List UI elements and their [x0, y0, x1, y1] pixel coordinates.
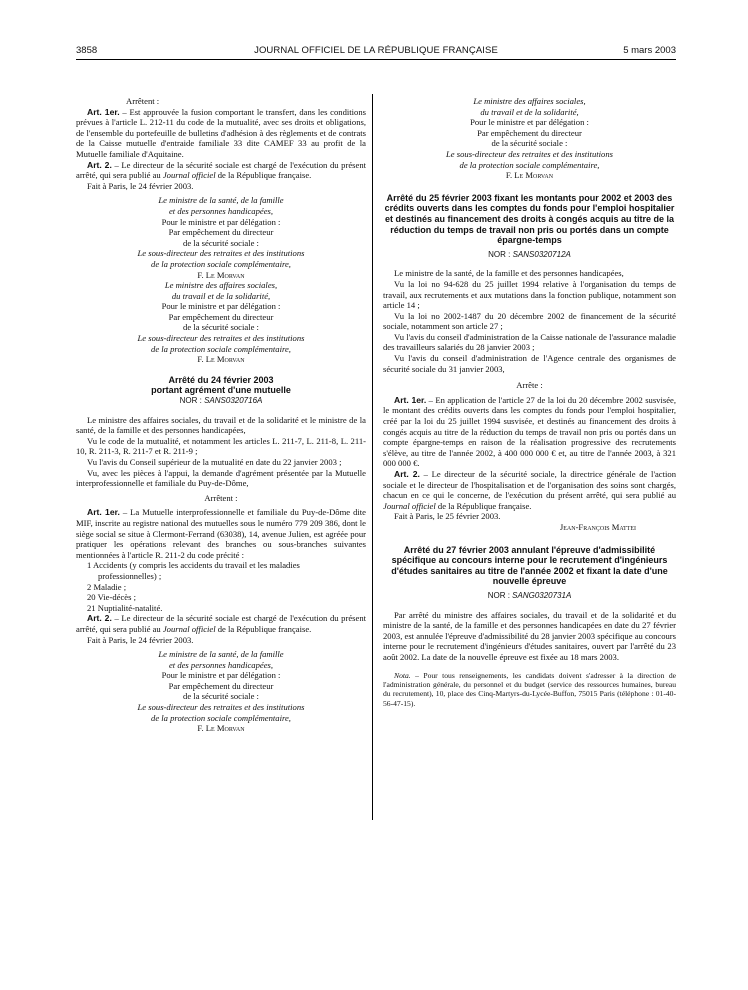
nota-label: Nota.	[394, 670, 411, 680]
article-2	[76, 160, 366, 181]
decree-title: portant agrément d'une mutuelle	[151, 385, 291, 396]
signatory-title: du travail et de la solidarité,	[480, 106, 579, 117]
signatory-title: et des personnes handicapées,	[168, 659, 274, 670]
signatory-title: Le ministre de la santé, de la famille	[158, 649, 284, 660]
delegation-line: de la sécurité sociale :	[183, 691, 259, 702]
fait-a-paris: Fait à Paris, le 24 février 2003.	[87, 180, 194, 191]
fait-a-paris: Fait à Paris, le 25 février 2003.	[394, 511, 501, 522]
article-1	[383, 395, 676, 469]
delegation-line: Par empêchement du directeur	[477, 127, 582, 138]
branch-item: professionnelles) ;	[98, 570, 162, 581]
journal-officiel-ref: Journal officiel	[383, 500, 436, 511]
signatory-name: F. Le Morvan	[197, 269, 245, 280]
signatory-title: Le sous-directeur des retraites et des institutions	[446, 148, 613, 159]
issue-date: 5 mars 2003	[623, 45, 676, 56]
nor-label: NOR :	[179, 396, 205, 406]
article-label: Art. 2.	[394, 469, 420, 479]
branch-item: 20 Vie-décès ;	[87, 592, 136, 603]
visa-paragraph: Vu le code de la mutualité, et notamment les articles L. 211-7, L. 211-8, L. 211-10, R. 211-3, R. 211-7 et R. 211-9 ;	[76, 435, 366, 457]
signature-block	[76, 195, 366, 280]
visa-paragraph: Vu, avec les pièces à l'appui, la demande d'agrément présentée par la Mutuelle interprofessionnelle et familiale du Puy-de-Dôme,	[76, 467, 366, 489]
decree-title: Arrêté du 27 février 2003 annulant l'épreuve d'admissibilité spécifique au concours interne pour le recrutement d'ingénieurs d'études sanitaires au titre de l'année 2002 et fixant la date d'une nouvelle épreuve	[391, 544, 668, 587]
delegation-line: de la sécurité sociale :	[183, 237, 259, 248]
article-text: de la République française.	[215, 170, 312, 181]
arretent-heading: Arrêtent :	[126, 96, 160, 106]
delegation-line: Pour le ministre et par délégation :	[161, 216, 281, 227]
article-text: – Est approuvée la fusion comportant le transfert, dans les conditions prévues à l'article L. 212-11 du code de la mutualité, avec ses droits et obligations, de l'ensemble du portefeuille de bulletins d'adhésion à des règlements et de contrats de la Caisse mutuelle d'entraide familiale 33 dite CAMEF 33 au profit de la Mutuelle familiale d'Aquitaine.	[76, 106, 366, 159]
signatory-title: du travail et de la solidarité,	[171, 290, 271, 301]
decree-title: Arrêté du 24 février 2003	[168, 374, 274, 385]
article-label: Art. 1er.	[394, 394, 427, 405]
column-divider	[372, 94, 373, 820]
article-text: – La Mutuelle interprofessionnelle et familiale du Puy-de-Dôme dite MIF, inscrite au registre national des mutuelles sous le numéro 779 209 386, dont le siège social se situe à Clermont-Ferrand (63038), 14, avenue Julien, est agréée pour pratiquer les opérations relevant des branches ou sous-branches suivantes mentionnées à l'article R. 211-2 du code précité :	[76, 507, 367, 560]
page-number: 3858	[76, 45, 98, 56]
article-1	[76, 107, 366, 160]
left-column	[76, 96, 366, 734]
signatory-name: Jean-François Mattei	[559, 521, 636, 532]
fait-a-paris: Fait à Paris, le 24 février 2003.	[87, 634, 194, 645]
article-text: – Le directeur de la sécurité sociale est chargé de l'exécution du présent arrêté, qui sera publié au	[76, 613, 366, 634]
signatory-title: Le sous-directeur des retraites et des institutions	[137, 333, 305, 344]
arretent-heading: Arrêtent :	[204, 492, 238, 503]
article-label: Art. 2.	[87, 159, 112, 170]
article-text: de la République française.	[435, 500, 532, 511]
article-text: – Le directeur de la sécurité sociale, la directrice générale de l'action sociale et le directeur de l'hospitalisation et de l'organisation des soins sont chargés, chacun en ce qui le concerne, de l'exécution du présent arrêté, qui sera publié au	[383, 469, 676, 501]
visa-paragraph: Vu l'avis du conseil d'administration de la Caisse nationale de l'assurance maladie des travailleurs salariés du 28 janvier 2003 ;	[383, 331, 676, 353]
article-text: de la République française.	[215, 623, 312, 634]
signatory-title: Le sous-directeur des retraites et des institutions	[137, 248, 305, 259]
right-column	[383, 96, 676, 708]
nor-reference	[383, 250, 676, 261]
signatory-name: F. Le Morvan	[197, 354, 245, 365]
branch-item: 21 Nuptialité-natalité.	[87, 602, 163, 613]
visa-paragraph: Vu l'avis du Conseil supérieur de la mutualité en date du 22 janvier 2003 ;	[87, 457, 342, 467]
signatory-name: F. Le Morvan	[197, 723, 245, 734]
nor-reference	[76, 396, 366, 407]
decree-paragraph: Par arrêté du ministre des affaires sociales, du travail et de la solidarité et du ministre de la santé, de la famille et des personnes handicapées en date du 27 février 2003, est annulée l'épreuve d'admissibilité du 28 janvier 2003 spécifique au concours interne pour le recrutement d'ingénieurs d'études sanitaires, ouvert par l'arrêté du 23 août 2002. La date de la nouvelle épreuve est fixée au 18 mars 2003.	[383, 609, 676, 662]
article-label: Art. 1er.	[87, 106, 120, 117]
article-label: Art. 2.	[87, 613, 112, 624]
signature-block	[383, 96, 676, 181]
visa-paragraph: Vu la loi no 2002-1487 du 20 décembre 2002 de financement de la sécurité sociale, notamment son article 27 ;	[383, 310, 676, 332]
delegation-line: Pour le ministre et par délégation :	[161, 670, 281, 681]
decree-title: Arrêté du 25 février 2003 fixant les montants pour 2002 et 2003 des crédits ouverts dans les comptes du fonds pour l'emploi hospitalier et destinés au financement des droits à congés acquis au titre de la réduction du temps de travail non pris ou portés dans un compte épargne-temps	[384, 192, 675, 246]
signature-block	[76, 280, 366, 365]
nota-note	[383, 671, 676, 709]
delegation-line: Par empêchement du directeur	[168, 680, 274, 691]
article-2	[76, 613, 366, 634]
delegation-line: de la sécurité sociale :	[183, 322, 259, 333]
signature-block	[76, 649, 366, 734]
journal-title: JOURNAL OFFICIEL DE LA RÉPUBLIQUE FRANÇAISE	[254, 45, 498, 56]
nor-label: NOR :	[488, 249, 513, 259]
delegation-line: de la sécurité sociale :	[491, 138, 568, 149]
article-label: Art. 1er.	[87, 507, 120, 518]
signatory-title: et des personnes handicapées,	[168, 205, 274, 216]
signatory-title: de la protection sociale complémentaire,	[151, 258, 291, 269]
nor-label: NOR :	[487, 590, 513, 600]
journal-officiel-ref: Journal officiel	[162, 170, 216, 181]
journal-officiel-ref: Journal officiel	[162, 623, 216, 634]
nor-code: SANS0320716A	[204, 396, 263, 406]
delegation-line: Pour le ministre et par délégation :	[161, 301, 281, 312]
signatory-title: de la protection sociale complémentaire,	[151, 712, 291, 723]
article-2	[383, 469, 676, 511]
nota-text: – Pour tous renseignements, les candidats doivent s'adresser à la direction de l'administration générale, du personnel et du budget (service des ressources humaines, bureau du recrutement), 10, place des Cinq-Martyrs-du-Lycée-Buffon, 75015 Paris (téléphone : 01-40-56-47-15).	[383, 670, 676, 708]
delegation-line: Pour le ministre et par délégation :	[470, 117, 589, 128]
signatory-title: Le ministre des affaires sociales,	[164, 280, 278, 291]
visa-paragraph: Le ministre de la santé, de la famille et des personnes handicapées,	[394, 268, 624, 279]
article-text: – Le directeur de la sécurité sociale est chargé de l'exécution du présent arrêté, qui sera publié au	[76, 159, 366, 181]
arrete-heading: Arrête :	[516, 380, 543, 391]
header-rule	[76, 59, 676, 60]
branch-item: 2 Maladie ;	[87, 581, 127, 592]
nor-code: SANG0320731A	[512, 590, 572, 600]
delegation-line: Par empêchement du directeur	[168, 311, 274, 322]
visa-paragraph: Vu la loi no 94-628 du 25 juillet 1994 relative à l'organisation du temps de travail, aux recrutements et aux mutations dans la fonction publique, notamment son article 14 ;	[383, 278, 676, 311]
signatory-title: Le sous-directeur des retraites et des institutions	[137, 702, 305, 713]
signatory-title: Le ministre des affaires sociales,	[473, 96, 586, 106]
article-1	[76, 507, 366, 560]
nor-code: SANS0320712A	[512, 249, 571, 259]
delegation-line: Par empêchement du directeur	[168, 227, 274, 238]
visa-paragraph: Vu l'avis du conseil d'administration de l'Agence centrale des organismes de sécurité sociale du 31 janvier 2003,	[383, 353, 676, 374]
branch-item: 1 Accidents (y compris les accidents du travail et les maladies	[87, 560, 300, 571]
signatory-name: F. Le Morvan	[505, 170, 554, 181]
signatory-title: de la protection sociale complémentaire,	[151, 343, 291, 354]
article-text: – En application de l'article 27 de la loi du 20 décembre 2002 susvisée, le montant des crédits ouverts dans les comptes du fonds pour l'emploi hospitalier, créé par la loi du 25 juillet 1994 susvisée, et destinés au financement des droits à congés acquis au titre de la réduction du temps de travail non pris ou portés dans un compte épargne-temps en raison de la réalisation progressive des recrutements s'élève, au titre de l'année 2002, à 400 000 000 € et, au titre de l'année 2003, à 321 000 000 €.	[383, 394, 676, 469]
visa-paragraph: Le ministre des affaires sociales, du travail et de la solidarité et le ministre de la santé, de la famille et des personnes handicapées,	[76, 414, 366, 436]
signatory-title: de la protection sociale complémentaire,	[459, 159, 600, 170]
nor-reference	[383, 591, 676, 602]
signatory-title: Le ministre de la santé, de la famille	[158, 195, 284, 206]
page-header	[76, 41, 676, 57]
